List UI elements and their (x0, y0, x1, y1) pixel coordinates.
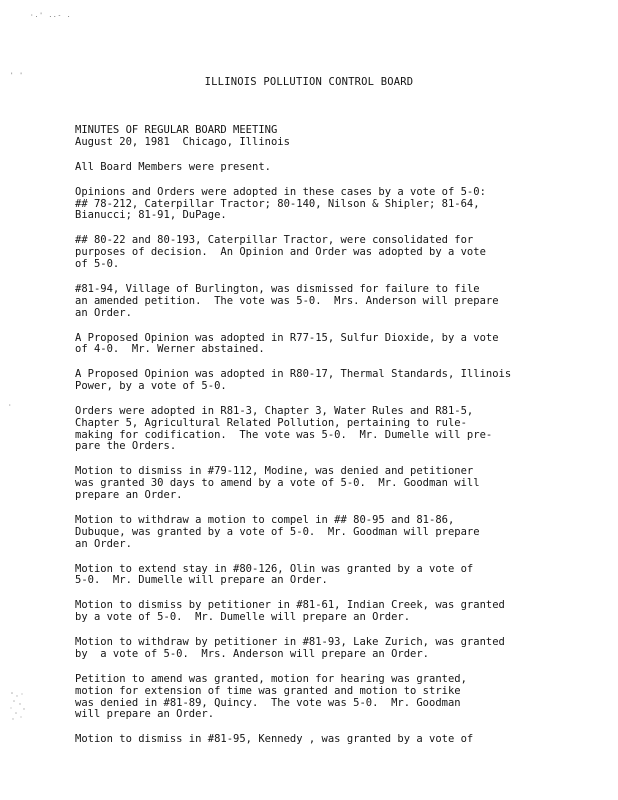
minutes-title: MINUTES OF REGULAR BOARD MEETING (75, 124, 278, 136)
paragraph-line: Chapter 5, Agricultural Related Pollution, pertaining to rule- (75, 416, 467, 429)
paragraph-line: Motion to withdraw by petitioner in #81-93, Lake Zurich, was granted (75, 636, 505, 649)
minutes-paragraph (75, 674, 585, 721)
minutes-paragraph (75, 600, 585, 624)
meeting-date-location: August 20, 1981 Chicago, Illinois (75, 135, 290, 148)
paragraph-line: All Board Members were present. (75, 160, 271, 173)
minutes-paragraph (75, 162, 585, 174)
minutes-body (75, 125, 585, 759)
minutes-paragraph (75, 235, 585, 270)
paragraph-line: Dubuque, was granted by a vote of 5-0. Mr. Goodman will prepare (75, 525, 480, 538)
paragraph-line: prepare an Order. (75, 489, 183, 502)
paragraph-line: was denied in #81-89, Quincy. The vote was 5-0. Mr. Goodman (75, 696, 461, 709)
minutes-paragraph (75, 333, 585, 357)
paragraph-line: pare the Orders. (75, 440, 177, 453)
minutes-paragraph (75, 187, 585, 222)
paragraph-line: Opinions and Orders were adopted in these cases by a vote of 5-0: (75, 185, 486, 198)
paragraph-line: motion for extension of time was granted and motion to strike (75, 684, 461, 697)
paragraph-line: Motion to dismiss in #79-112, Modine, was denied and petitioner (75, 465, 474, 478)
paragraph-line: #81-94, Village of Burlington, was dismissed for failure to file (75, 282, 480, 295)
paragraph-line: Orders were adopted in R81-3, Chapter 3, Water Rules and R81-5, (75, 405, 474, 418)
paragraph-line: an amended petition. The vote was 5-0. Mrs. Anderson will prepare (75, 294, 499, 307)
paragraph-line: A Proposed Opinion was adopted in R77-15, Sulfur Dioxide, by a vote (75, 331, 499, 344)
paragraph-line: Bianucci; 81-91, DuPage. (75, 209, 227, 222)
paragraph-list (75, 162, 585, 746)
minutes-paragraph (75, 515, 585, 550)
paragraph-line: Motion to withdraw a motion to compel in ## 80-95 and 81-86, (75, 514, 455, 527)
paragraph-line: ## 80-22 and 80-193, Caterpillar Tractor, were consolidated for (75, 234, 474, 247)
paragraph-line: an Order. (75, 537, 132, 550)
paragraph-line: Motion to dismiss by petitioner in #81-61, Indian Creek, was granted (75, 599, 505, 612)
paragraph-line: Power, by a vote of 5-0. (75, 380, 227, 393)
minutes-paragraph (75, 466, 585, 501)
document-heading: ILLINOIS POLLUTION CONTROL BOARD (204, 76, 414, 88)
minutes-paragraph (75, 734, 585, 746)
paragraph-line: ## 78-212, Caterpillar Tractor; 80-140, Nilson & Shipler; 81-64, (75, 197, 480, 210)
paragraph-line: will prepare an Order. (75, 708, 215, 721)
stray-mark-left-upper: ' ' (10, 72, 24, 79)
stray-mark-left-middle: · (8, 402, 13, 409)
paragraph-line: was granted 30 days to amend by a vote of 5-0. Mr. Goodman will (75, 477, 480, 490)
minutes-paragraph (75, 369, 585, 393)
scan-speckle (8, 690, 32, 722)
minutes-paragraph (75, 406, 585, 453)
paragraph-line: of 4-0. Mr. Werner abstained. (75, 343, 265, 356)
paragraph-line: of 5-0. (75, 257, 120, 270)
minutes-header (75, 125, 585, 149)
paragraph-line: by a vote of 5-0. Mr. Dumelle will prepare an Order. (75, 611, 411, 624)
minutes-paragraph (75, 284, 585, 319)
paragraph-line: purposes of decision. An Opinion and Order was adopted by a vote (75, 246, 486, 259)
minutes-paragraph (75, 637, 585, 661)
paragraph-line: Motion to extend stay in #80-126, Olin was granted by a vote of (75, 562, 474, 575)
paragraph-line: by a vote of 5-0. Mrs. Anderson will prepare an Order. (75, 647, 430, 660)
paragraph-line: Petition to amend was granted, motion for hearing was granted, (75, 672, 467, 685)
paragraph-line: A Proposed Opinion was adopted in R80-17, Thermal Standards, Illinois (75, 368, 512, 381)
paragraph-line: an Order. (75, 306, 132, 319)
paragraph-line: 5-0. Mr. Dumelle will prepare an Order. (75, 574, 328, 587)
paragraph-line: making for codification. The vote was 5-0. Mr. Dumelle will pre- (75, 428, 493, 441)
stray-mark-top: ·.' ..- . (30, 12, 72, 19)
minutes-paragraph (75, 564, 585, 588)
paragraph-line: Motion to dismiss in #81-95, Kennedy , was granted by a vote of (75, 733, 474, 746)
